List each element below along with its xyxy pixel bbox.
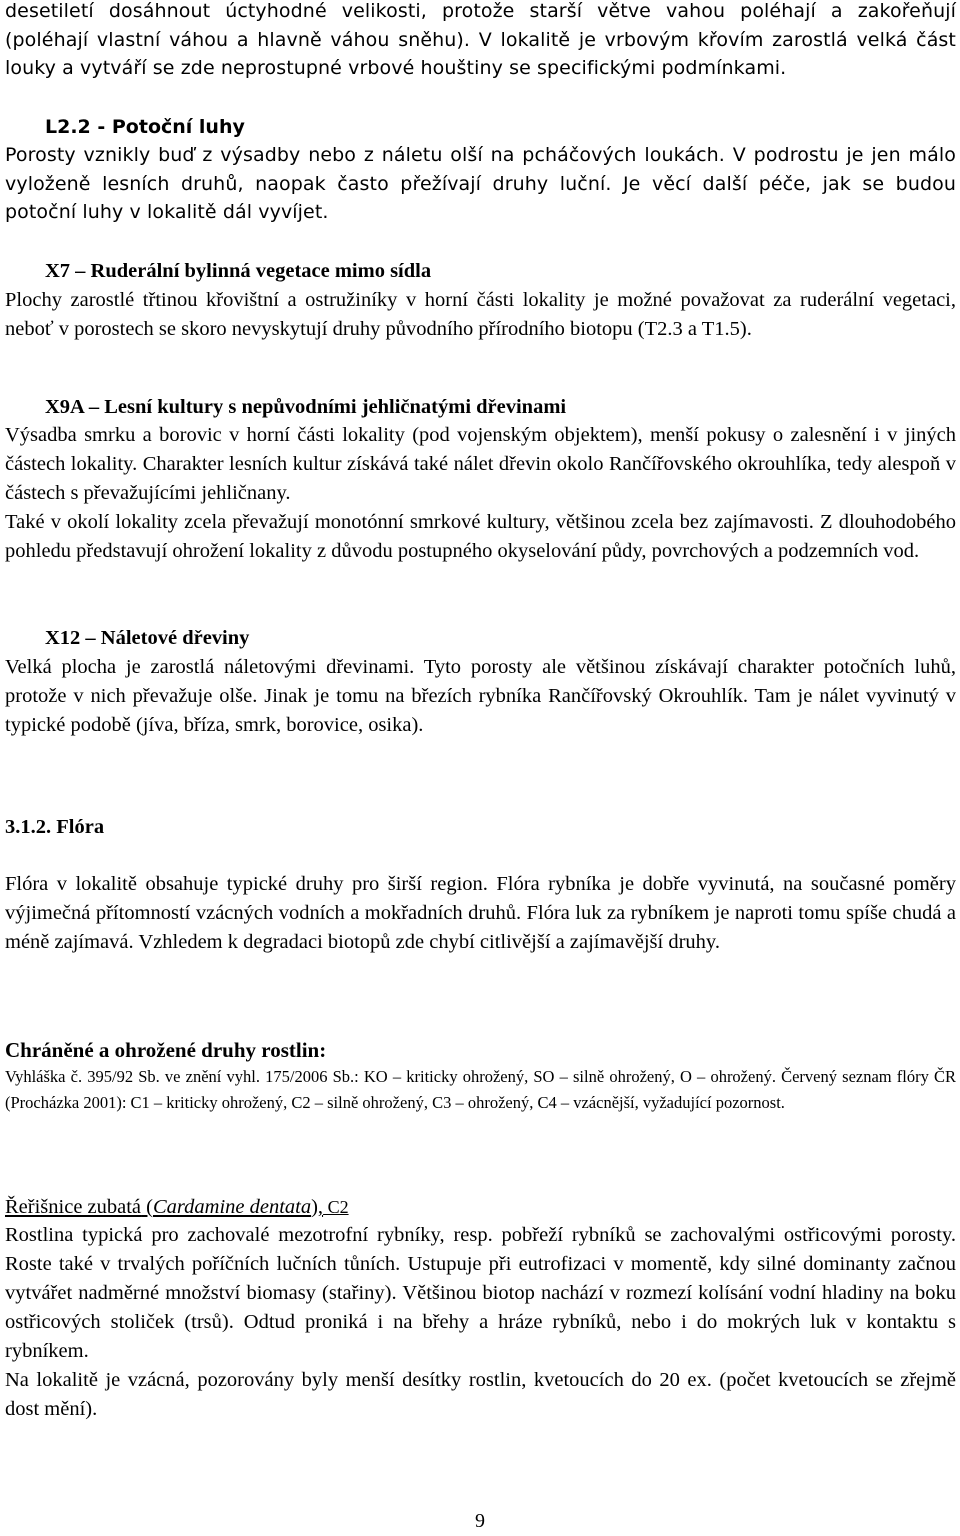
paragraph-species-2: Na lokalitě je vzácná, pozorovány byly menší desítky rostlin, kvetoucích do 20 ex. (počet kvetoucích se zřejmě dost mění). bbox=[5, 1369, 956, 1420]
heading-l22: L2.2 - Potoční luhy bbox=[45, 116, 245, 138]
paragraph-x9a-2: Také v okolí lokality zcela převažují monotónní smrkové kultury, většinou zcela bez zajímavosti. Z dlouhodobého pohledu představují ohrožení lokality z důvodu postupného okyselování půdy, povrchových a podzemních vod. bbox=[5, 511, 956, 562]
intro-paragraph: desetiletí dosáhnout úctyhodné velikosti, protože starší větve vahou poléhají a zakořeňují (poléhají vlastní váhou a hlavně váhou sněhu). V lokalitě je vrbovým křovím zarostlá velká část louky a vytváří se zde neprostupné vrbové houštiny se specifickými podmínkami. bbox=[5, 0, 956, 79]
paragraph-legend: Vyhláška č. 395/92 Sb. ve znění vyhl. 175/2006 Sb.: KO – kriticky ohrožený, SO – silně ohrožený, O – ohrožený. Červený seznam flóry ČR (Procházka 2001): C1 – kriticky ohrožený, C2 – silně ohrožený, C3 – ohrožený, C4 – vzácnější, vyžadující pozornost. bbox=[5, 1067, 956, 1112]
species-latin-name: Cardamine dentata bbox=[153, 1196, 312, 1218]
page-number: 9 bbox=[475, 1510, 485, 1532]
paragraph-flora: Flóra v lokalitě obsahuje typické druhy pro širší region. Flóra rybníka je dobře vyvinutá, na současné poměry výjimečná přítomností vzácných vodních a mokřadních druhů. Flóra luk za rybníkem je naproti tomu spíše chudá a méně zajímavá. Vzhledem k degradaci biotopů zde chybí citlivější a zajímavější druhy. bbox=[5, 873, 956, 953]
paragraph-x9a: Výsadba smrku a borovic v horní části lokality (pod vojenským objektem), menší pokusy o zalesnění i v jiných částech lokality. Charakter lesních kultur získává také nálet dřevin okolo Rančířovského okrouhlíka, tedy alespoň v částech s převažujícími jehličnany. bbox=[5, 424, 956, 504]
paragraph-x7: Plochy zarostlé třtinou křovištní a ostružiníky v horní části lokality je možné považovat za ruderální vegetaci, neboť v porostech se skoro nevyskytují druhy původního přírodního biotopu (T2.3 a T1.5). bbox=[5, 289, 956, 340]
section-heading-flora: 3.1.2. Flóra bbox=[5, 816, 105, 838]
species-heading bbox=[5, 1193, 956, 1222]
heading-x7: X7 – Ruderální bylinná vegetace mimo sídla bbox=[45, 260, 432, 282]
paragraph-species: Rostlina typická pro zachovalé mezotrofní rybníky, resp. pobřeží rybníků se zachovalými ostřicovými porosty. Roste také v trvalých poříčních lučních tůních. Ustupuje při eutrofizaci v momentě, kdy silné dominanty začnou vytvářet nadměrné množství biomasy (stařiny). Většinou biotop nachází v rozmezí kolísání vodní hladiny na boku ostřicových stoliček (trsů). Odtud proniká i na břehy a hráze rybníků, nebo i do mokrých luk v kontaktu s rybníkem. bbox=[5, 1224, 956, 1362]
heading-x12: X12 – Náletové dřeviny bbox=[45, 627, 250, 649]
species-paren-open: ( bbox=[141, 1196, 153, 1218]
paragraph-x12: Velká plocha je zarostlá náletovými dřevinami. Tyto porosty ale většinou získávají charakter potočních luhů, protože v nich převažuje olše. Jinak je tomu na březích rybníka Rančířovský Okrouhlík. Tam je nálet vyvinutý v typické podobě (jíva, bříza, smrk, borovice, osika). bbox=[5, 656, 956, 736]
heading-x9a: X9A – Lesní kultury s nepůvodními jehličnatými dřevinami bbox=[45, 396, 567, 418]
heading-protected-species: Chráněné a ohrožené druhy rostlin: bbox=[5, 1038, 327, 1062]
species-category: C2 bbox=[323, 1197, 349, 1217]
paragraph-l22: Porosty vznikly buď z výsadby nebo z náletu olší na pcháčových loukách. V podrostu je jen málo vyloženě lesních druhů, naopak často přežívají druhy luční. Je věcí další péče, jak se budou potoční luhy v lokalitě dál vyvíjet. bbox=[5, 144, 956, 223]
species-paren-close: ), bbox=[311, 1196, 324, 1218]
species-name: Řeřišnice zubatá bbox=[5, 1196, 142, 1218]
